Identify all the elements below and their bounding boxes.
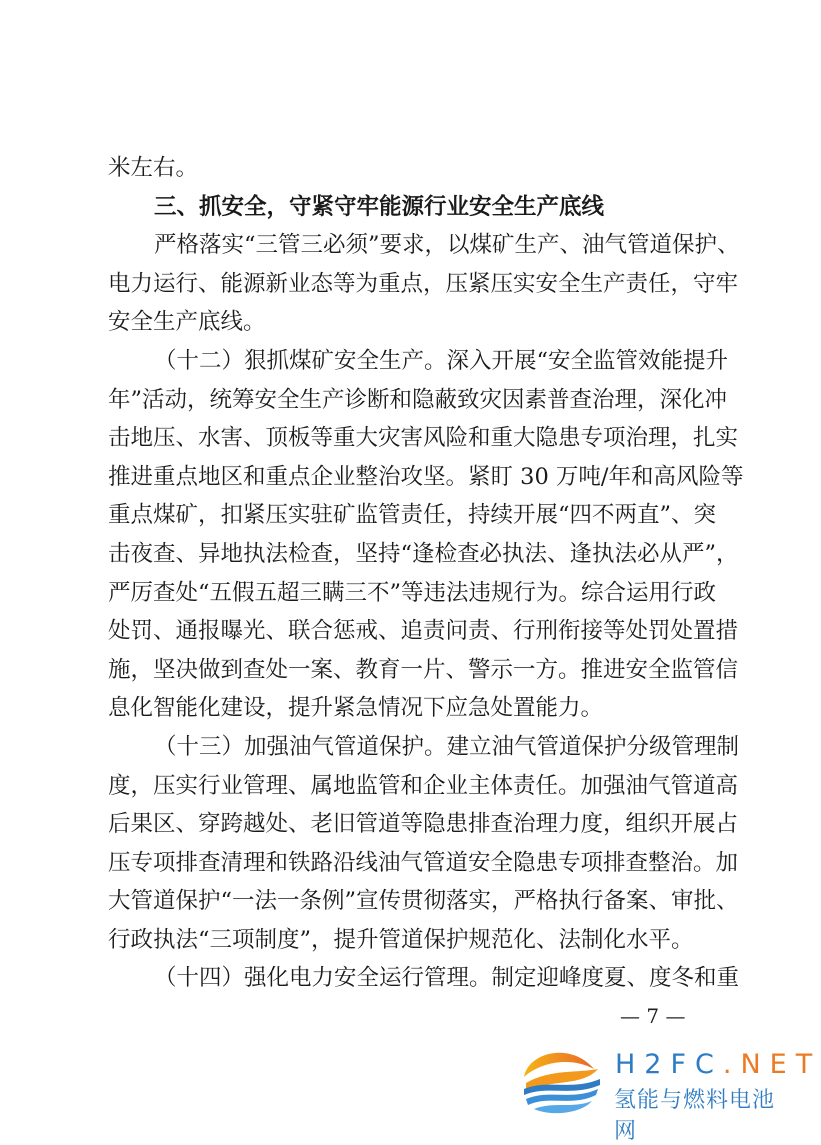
page-number: — 7 — bbox=[620, 1004, 686, 1028]
text-line: 年”活动，统筹安全生产诊断和隐蔽致灾因素普查治理，深化冲 bbox=[108, 386, 728, 413]
text-line: （十二）狠抓煤矿安全生产。深入开展“安全监管效能提升 bbox=[154, 347, 729, 374]
brand-suffix: .NET bbox=[722, 1049, 821, 1080]
text-line: 息化智能化建设，提升紧急情况下应急处置能力。 bbox=[108, 695, 604, 722]
text-line: 击地压、水害、顶板等重大灾害风险和重大隐患专项治理，扎实 bbox=[108, 425, 739, 452]
text-line: 严格落实“三管三必须”要求，以煤矿生产、油气管道保护、 bbox=[154, 232, 740, 259]
text-line: 大管道保护“一法一条例”宣传贯彻落实，严格执行备案、审批、 bbox=[108, 888, 739, 915]
document-body bbox=[108, 149, 744, 998]
text-line: 度，压实行业管理、属地监管和企业主体责任。加强油气管道高 bbox=[108, 772, 739, 799]
text-line: 处罚、通报曝光、联合惩戒、追责问责、行刑衔接等处罚处置措 bbox=[108, 618, 739, 645]
watermark-logo bbox=[520, 1043, 821, 1144]
brand-name bbox=[615, 1049, 821, 1080]
text-line: 米左右。 bbox=[108, 155, 199, 181]
text-line: 后果区、穿跨越处、老旧管道等隐患排查治理力度，组织开展占 bbox=[108, 811, 739, 838]
text-line: 压专项排查清理和铁路沿线油气管道安全隐患专项排查整治。加 bbox=[108, 849, 739, 876]
brand-chinese-name: 氢能与燃料电池网 bbox=[614, 1088, 776, 1144]
text-line: 电力运行、能源新业态等为重点，压紧压实安全生产责任，守牢 bbox=[108, 270, 739, 297]
text-line: 重点煤矿，扣紧压实驻矿监管责任，持续开展“四不两直”、突 bbox=[108, 502, 717, 529]
text-line: 行政执法“三项制度”，提升管道保护规范化、法制化水平。 bbox=[108, 926, 694, 953]
brand-main: H2FC bbox=[615, 1049, 723, 1080]
text-line: 安全生产底线。 bbox=[108, 309, 266, 336]
text-line: （十四）强化电力安全运行管理。制定迎峰度夏、度冬和重 bbox=[154, 965, 740, 992]
text-line: 严厉查处“五假五超三瞒三不”等违法违规行为。综合运用行政 bbox=[108, 579, 717, 606]
text-line: （十三）加强油气管道保护。建立油气管道保护分级管理制 bbox=[154, 733, 740, 760]
text-line: 击夜查、异地执法检查，坚持“逢检查必执法、逢执法必从严”， bbox=[108, 540, 739, 567]
text-line: 推进重点地区和重点企业整治攻坚。紧盯 30 万吨/年和高风险等 bbox=[108, 463, 744, 490]
section-heading: 三、抓安全，守紧守牢能源行业安全生产底线 bbox=[154, 193, 605, 220]
sun-waves-logo-icon bbox=[520, 1043, 604, 1115]
text-line: 施，坚决做到查处一案、教育一片、警示一方。推进安全监管信 bbox=[108, 656, 739, 683]
